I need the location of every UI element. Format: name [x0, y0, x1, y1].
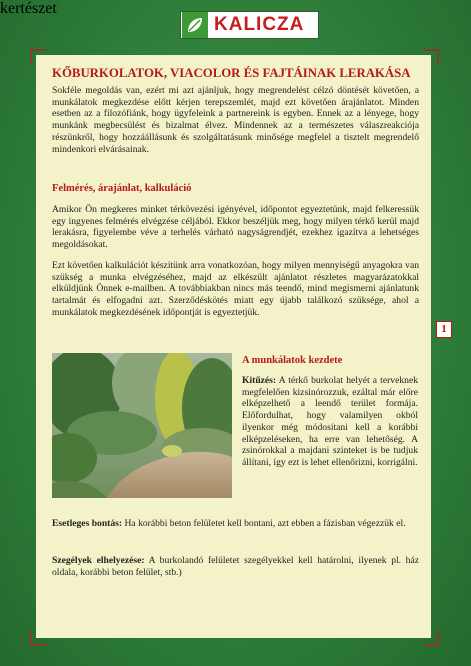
company-logo [180, 11, 319, 39]
bontas-label: Esetleges bontás: [52, 518, 123, 529]
page-title: KŐBURKOLATOK, VIACOLOR ÉS FAJTÁINAK LERAKÁSA [52, 66, 411, 80]
intro-paragraph: Sokféle megoldás van, ezért mi azt ajánljuk, hogy megrendelést célzó döntését követően, a munkálatok megkezdése előtt kérjen terepszemlét, majd ezt követően árajánlatot. Minden esetben az a filozófiánk, hogy ügyfeleink a partnereink is egyben. Ennek az a lényege, hogy munkánk megbecsülést és bizalmat élvez. Mindennek az a természetes válaszreakciója részünkről, hogy hozzáállásunk és szolgáltatásunk minősége megfelel a tisztelt megrendelő mindenkori elvárásainak. [52, 85, 419, 155]
logo-brand: KALICZA [214, 14, 305, 35]
corner-ornament [30, 630, 46, 646]
bontas-paragraph [52, 518, 419, 530]
corner-ornament [30, 49, 46, 65]
section-heading-start: A munkálatok kezdete [242, 355, 343, 366]
bontas-text: Ha korábbi beton felületet kell bontani, azt ebben a fázisban végezzük el. [122, 518, 406, 529]
survey-paragraph-2: Ezt követően kalkulációt készítünk arra vonatkozóan, hogy milyen mennyiségű anyagokra van szükség a munka elvégzéséhez, majd az elkészült ajánlatot részletes magyarázatokkal elküldjünk Önnek e-mailben. A továbbiakban nincs más teendő, mind megismerni ajánlatunk tartalmát és elfogadni azt. Szerződéskötés miatt egy újabb találkozó szüksége, ahol a munkálatok megkezdésének időpontját is egyeztetjük. [52, 260, 419, 318]
leaf-icon [182, 12, 208, 38]
szegely-paragraph [52, 555, 419, 578]
corner-ornament [423, 49, 439, 65]
logo-subtitle: kertészet [0, 0, 57, 17]
kituzes-label: Kitűzés: [242, 375, 277, 386]
szegely-text: A burkolandó felületet szegélyekkel kell határolni, ilyenek pl. ház oldala, korábbi beton felület, stb.) [52, 555, 419, 578]
corner-ornament [423, 630, 439, 646]
survey-paragraph-1: Amikor Ön megkeres minket térkövezési igényével, időpontot egyeztetünk, majd felkeressük egy ingyenes felmérés elvégzése céljából. Ekkor beszéljük meg, hogy milyen térkő kerül majd lerakásra, figyelembe véve a terhelés várható nagyságrendjét, ezekhez igazítva a lehetséges megoldásokat. [52, 204, 419, 251]
kituzes-text: A térkő burkolat helyét a terveknek megfelelően kizsinórozzuk, ezáltal már előre elképzelhető a leendő terület formája. Előfordulhat, hogy valamilyen okból ilyenkor még módosítani kell a korábbi elképzeléseken, ha erre van lehetőség. A zsinórokkal a majdani szinteket is be tudjuk állítani, így ezt is lehet ellenőrizni, korrigálni. [242, 375, 418, 468]
page-number: 1 [436, 321, 452, 338]
section-heading-survey: Felmérés, árajánlat, kalkuláció [52, 183, 192, 194]
szegely-label: Szegélyek elhelyezése: [52, 555, 145, 566]
kituzes-paragraph [242, 375, 418, 469]
garden-path-photo [52, 353, 232, 498]
garden-photo-illustration [52, 353, 232, 498]
